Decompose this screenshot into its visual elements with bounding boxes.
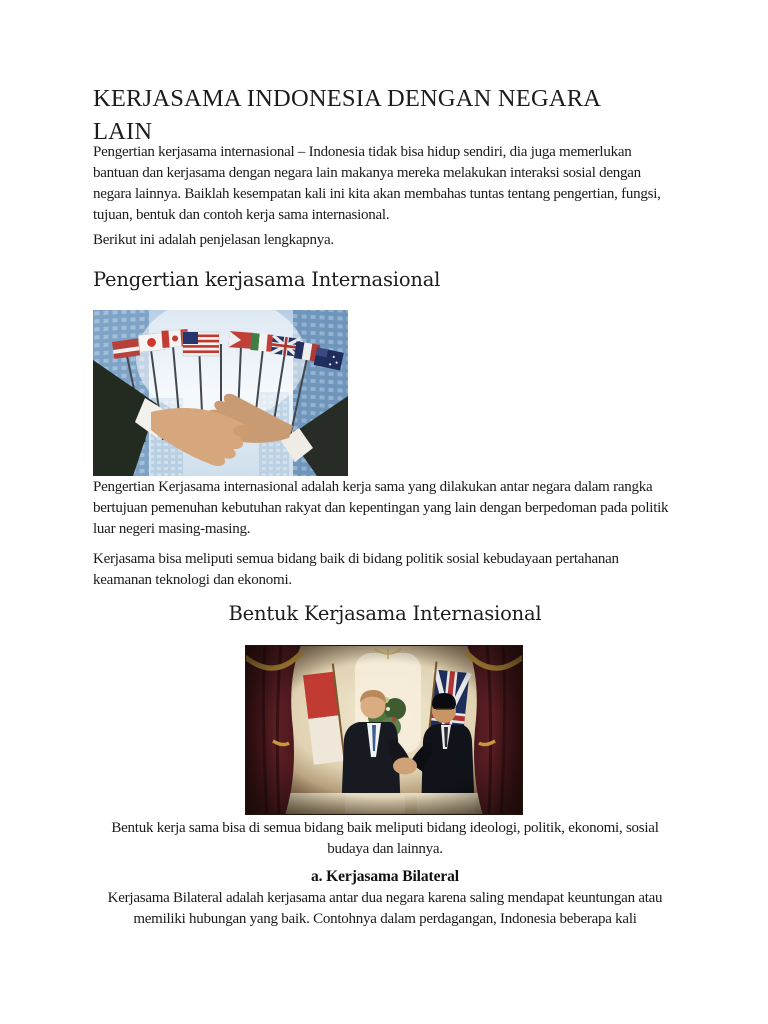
- bilateral-subheading: a. Kerjasama Bilateral: [310, 868, 460, 885]
- section-bentuk-heading: Bentuk Kerjasama Internasional: [228, 602, 542, 625]
- lead-in-text: Berikut ini adalah penjelasan lengkapnya.: [93, 232, 334, 248]
- photo-vignette: [245, 645, 523, 815]
- page-title: [93, 82, 693, 148]
- flag-usa: [183, 332, 219, 356]
- flag-red-white: [112, 338, 140, 358]
- flag-red-chevron: [228, 331, 253, 349]
- bilateral-paragraph: Kerjasama Bilateral adalah kerjasama antar dua negara karena saling mendapat keuntungan atau memiliki hubungan yang baik. Contohnya dalam perdagangan, Indonesia beberapa kali: [107, 890, 663, 927]
- section-pengertian-paragraph-2: Kerjasama bisa meliputi semua bidang baik di bidang politik sosial kebudayaan pertahanan keamanan teknologi dan ekonomi.: [93, 551, 619, 588]
- bilateral-photo: [245, 645, 523, 815]
- page-title-line-2: LAIN: [93, 118, 153, 145]
- photo-caption: Bentuk kerja sama bisa di semua bidang baik meliputi bidang ideologi, politik, ekonomi, sosial budaya dan lainnya.: [111, 820, 659, 857]
- intro-paragraph: Pengertian kerjasama internasional – Indonesia tidak bisa hidup sendiri, dia juga memerlukan bantuan dan kerjasama dengan negara lain makanya mereka melakukan interaksi sosial dengan negara lainnya. Baiklah kesempatan kali ini kita akan membahas tuntas tentang pengertian, fungsi, tujuan, bentuk dan contoh kerja sama internasional.: [93, 144, 661, 223]
- page-title-line-1: KERJASAMA INDONESIA DENGAN NEGARA: [93, 85, 602, 112]
- flag-japan: [138, 333, 165, 353]
- bilateral-handshake-graphic: [245, 645, 523, 815]
- intl-cooperation-photo: [93, 310, 348, 476]
- handshake-flags-graphic: [93, 310, 348, 476]
- section-pengertian-paragraph-1: Pengertian Kerjasama internasional adalah kerja sama yang dilakukan antar negara dalam rangka bertujuan pemenuhan kebutuhan rakyat dan kepentingan yang lain dengan berpedoman pada politik luar negeri masing-masing.: [93, 479, 669, 537]
- section-pengertian-heading: Pengertian kerjasama Internasional: [93, 268, 441, 291]
